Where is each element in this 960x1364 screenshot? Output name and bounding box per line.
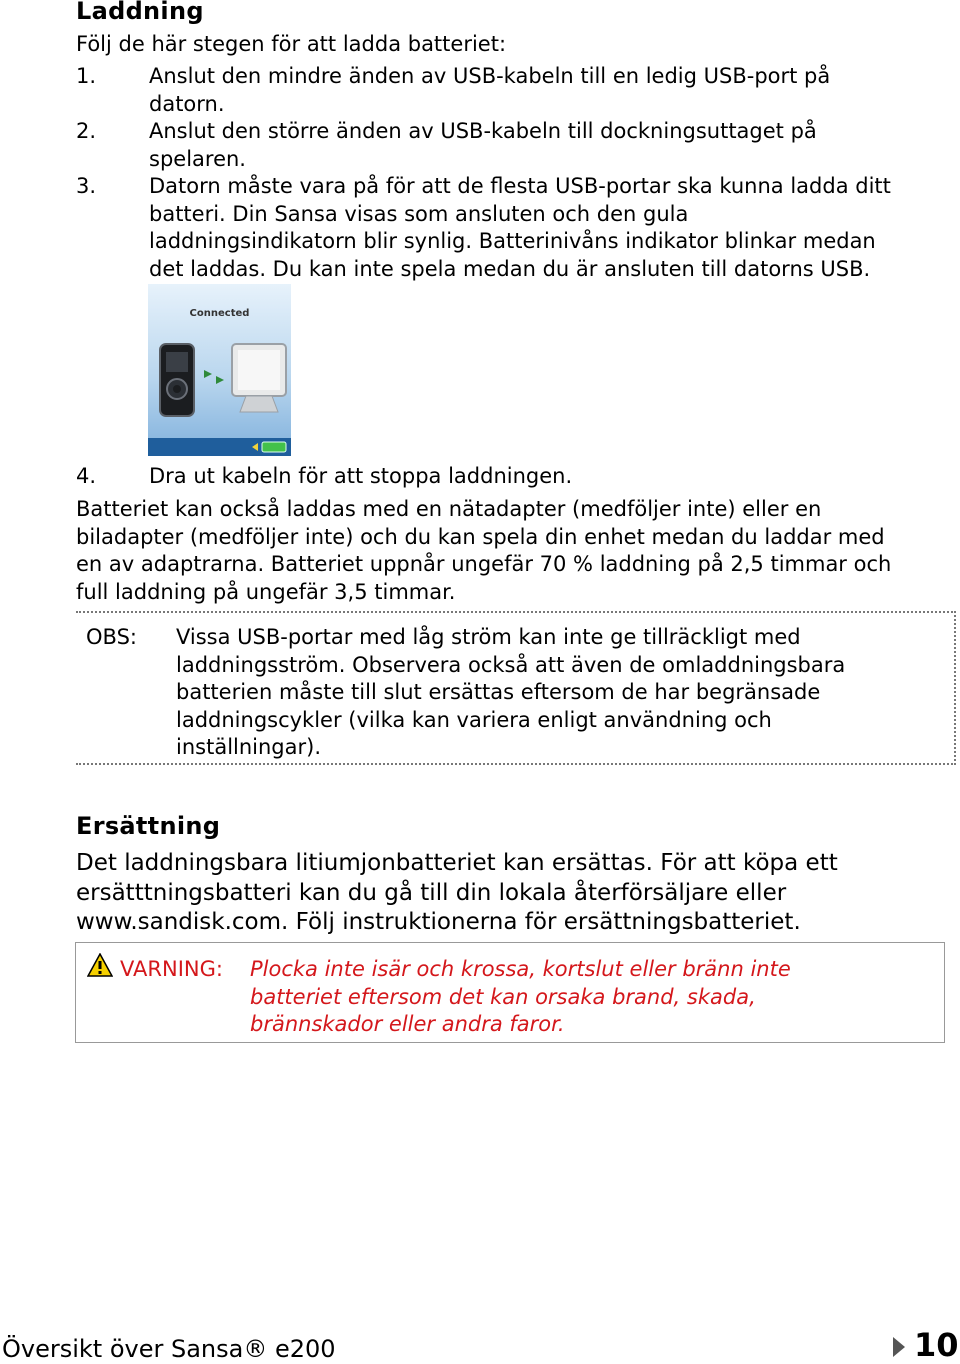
connected-label: Connected xyxy=(189,308,250,319)
paragraph-line: en av adaptrarna. Batteriet uppnår ungefär 70 % laddning på 2,5 timmar och xyxy=(76,552,892,576)
connected-screen-image xyxy=(148,284,291,456)
warning-triangle-icon xyxy=(87,953,113,977)
intro-text: Följ de här stegen för att ladda batteriet: xyxy=(76,32,507,56)
step-line: batteri. Din Sansa visas som ansluten och den gula xyxy=(149,201,689,226)
replacement-line: www.sandisk.com. Följ instruktionerna för ersättningsbatteriet. xyxy=(76,909,801,935)
step-line: Anslut den större änden av USB-kabeln till dockningsuttaget på xyxy=(149,119,817,143)
warning-line: batteriet eftersom det kan orsaka brand, skada, xyxy=(250,984,756,1009)
page-arrow-icon xyxy=(892,1336,906,1358)
note-line: inställningar). xyxy=(176,735,322,759)
note-line: batterien måste till slut ersättas eftersom de har begränsade xyxy=(176,680,821,704)
section-heading-charging: Laddning xyxy=(76,0,204,25)
step-line: Datorn måste vara på för att de flesta USB-portar ska kunna ladda ditt xyxy=(149,174,891,198)
paragraph-line: full laddning på ungefär 3,5 timmar. xyxy=(76,579,456,604)
warning-line: Plocka inte isär och krossa, kortslut eller bränn inte xyxy=(250,957,791,981)
device-to-pc-icon xyxy=(148,284,291,456)
step-line: Anslut den mindre änden av USB-kabeln till en ledig USB-port på xyxy=(149,64,831,88)
step-number: 1. xyxy=(76,64,97,88)
note-line: laddningscykler (vilka kan variera enligt användning och xyxy=(176,707,772,732)
page-number: 10 xyxy=(914,1326,959,1364)
step-number: 3. xyxy=(76,174,97,198)
warning-line: brännskador eller andra faror. xyxy=(250,1012,565,1036)
step-line: laddningsindikatorn blir synlig. Batterinivåns indikator blinkar medan xyxy=(149,229,876,253)
replacement-text xyxy=(76,849,838,938)
step-line: spelaren. xyxy=(149,146,246,171)
section-heading-replacement: Ersättning xyxy=(76,812,221,840)
step-number: 2. xyxy=(76,119,97,143)
note-box xyxy=(76,611,956,765)
adapter-paragraph xyxy=(76,496,960,606)
warning-text xyxy=(250,956,791,1039)
steps-list xyxy=(76,63,956,283)
note-line: laddningsström. Observera också att även de omladdningsbara xyxy=(176,652,846,677)
warning-label: VARNING: xyxy=(120,957,223,981)
paragraph-line: Batteriet kan också laddas med en nätadapter (medföljer inte) eller en xyxy=(76,497,822,521)
note-label: OBS: xyxy=(86,625,137,649)
step-line: Dra ut kabeln för att stoppa laddningen. xyxy=(149,464,573,488)
step-line: det laddas. Du kan inte spela medan du är ansluten till datorns USB. xyxy=(149,256,871,281)
paragraph-line: biladapter (medföljer inte) och du kan spela din enhet medan du laddar med xyxy=(76,524,885,549)
warning-box xyxy=(75,942,945,1043)
note-line: Vissa USB-portar med låg ström kan inte ge tillräckligt med xyxy=(176,625,801,649)
step-line: datorn. xyxy=(149,91,225,116)
replacement-line: ersätttningsbatteri kan du gå till din lokala återförsäljare eller xyxy=(76,879,787,906)
note-text xyxy=(176,624,845,762)
step-number: 4. xyxy=(76,464,97,488)
replacement-line: Det laddningsbara litiumjonbatteriet kan ersättas. För att köpa ett xyxy=(76,850,838,876)
footer-title: Översikt över Sansa® e200 xyxy=(2,1335,336,1363)
